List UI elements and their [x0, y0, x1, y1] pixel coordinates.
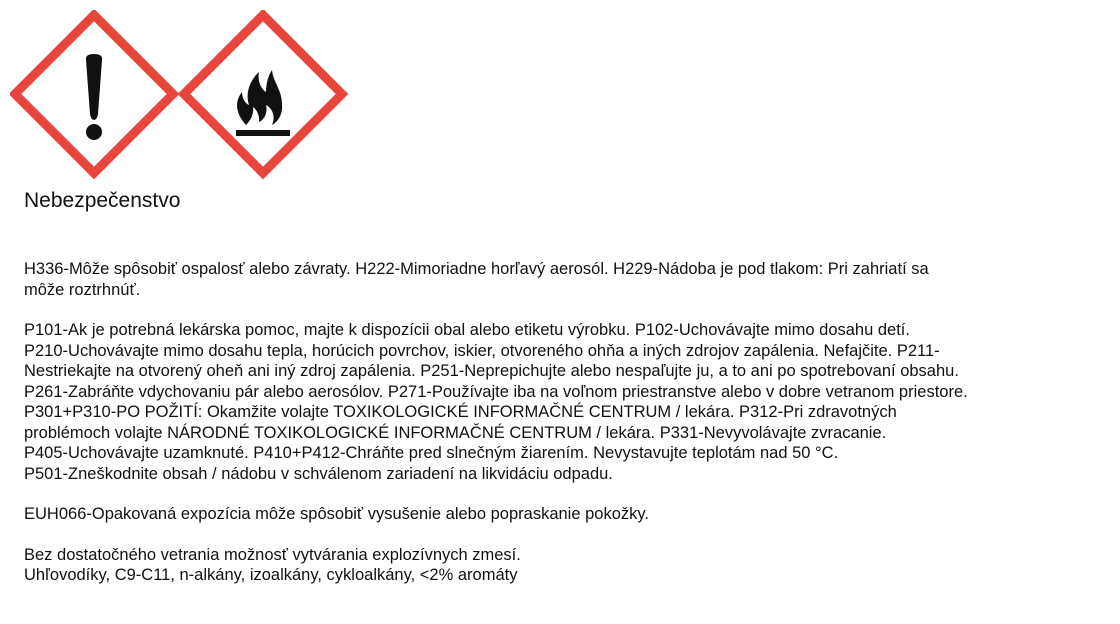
composition-text: Uhľovodíky, C9-C11, n-alkány, izoalkány, cykloalkány, <2% aromáty	[24, 566, 518, 584]
euh-statement: EUH066-Opakovaná expozícia môže spôsobiť vysušenie alebo popraskanie pokožky.	[24, 505, 649, 523]
hazard-statements	[24, 259, 1104, 300]
hazard-statement-line: môže roztrhnúť.	[24, 280, 141, 299]
precautionary-statement-line: P301+P310-PO POŽITÍ: Okamžite volajte TOXIKOLOGICKÉ INFORMAČNÉ CENTRUM / lekára. P312-Pri zdravotných	[24, 403, 897, 421]
precautionary-statement-line: P501-Zneškodnite obsah / nádobu v schválenom zariadení na likvidáciu odpadu.	[24, 464, 613, 483]
precautionary-statement-line: problémoch volajte NÁRODNÉ TOXIKOLOGICKÉ INFORMAČNÉ CENTRUM / lekára. P331-Nevyvolávajte zvracanie.	[24, 423, 887, 442]
precautionary-statement-line: P405-Uchovávajte uzamknuté. P410+P412-Chráňte pred slnečným žiarením. Nevystavujte teplotám nad 50 °C.	[24, 444, 839, 462]
ghs07-exclamation-mark-icon	[15, 15, 173, 173]
precautionary-statements	[24, 320, 1104, 484]
ghs-pictograms	[10, 10, 350, 190]
ghs02-flame-icon	[184, 15, 342, 173]
label-statements	[24, 259, 1104, 586]
precautionary-statement-line: P101-Ak je potrebná lekárska pomoc, majte k dispozícii obal alebo etiketu výrobku. P102-Uchovávajte mimo dosahu detí.	[24, 321, 910, 339]
precautionary-statement-line: P261-Zabráňte vdychovaniu pár alebo aerosólov. P271-Používajte iba na voľnom priestranstve alebo v dobre vetranom priestore.	[24, 382, 968, 401]
signal-word: Nebezpečenstvo	[24, 189, 181, 212]
hazard-statement-line: H336-Môže spôsobiť ospalosť alebo závraty. H222-Mimoriadne horľavý aerosól. H229-Nádoba je pod tlakom: Pri zahriatí sa	[24, 260, 929, 278]
precautionary-statement-line: P210-Uchovávajte mimo dosahu tepla, horúcich povrchov, iskier, otvoreného ohňa a iných zdrojov zapálenia. Nefajčite. P211-	[24, 341, 940, 360]
precautionary-statement-line: Nestriekajte na otvorený oheň ani iný zdroj zapálenia. P251-Neprepichujte alebo nespaľujte ju, a to ani po spotrebovaní obsahu.	[24, 362, 959, 380]
pictogram-row	[10, 10, 350, 190]
ventilation-warning: Bez dostatočného vetrania možnosť vytvárania explozívnych zmesí.	[24, 545, 521, 564]
